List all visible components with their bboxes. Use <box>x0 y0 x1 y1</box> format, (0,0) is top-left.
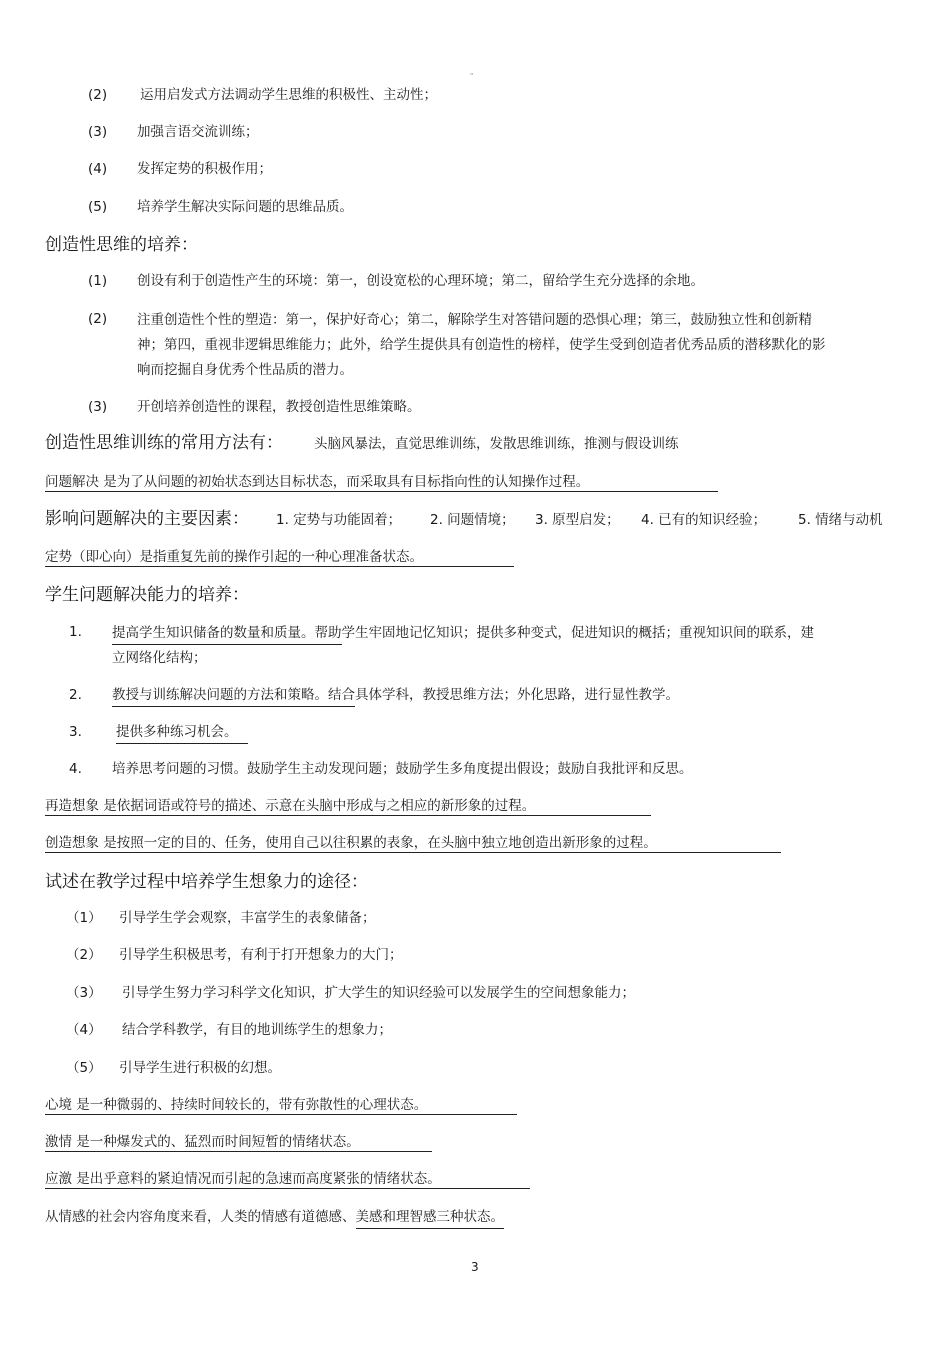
list-text: 加强言语交流训练； <box>137 124 259 140</box>
list-text-rest: 具体学科，教授思维方法；外化思路，进行显性教学。 <box>355 687 679 703</box>
list-number: （4） <box>66 1022 102 1038</box>
reproductive-imagination-definition: 再造想象 是依据词语或符号的描述、示意在头脑中形成与之相应的新形象的过程。 <box>45 798 536 814</box>
factor-item: 2. 问题情境； <box>430 512 515 528</box>
underlined-phrase: 提供多种练习机会。 <box>116 722 248 744</box>
factor-item: 5. 情绪与动机 <box>798 512 883 528</box>
list-text-rest: 学生牢固地记忆知识；提供多种变式，促进知识的概括；重视知识间的联系，建立网络化结构； <box>112 625 814 666</box>
list-number: (5) <box>88 199 108 215</box>
list-text: 引导学生学会观察，丰富学生的表象储备； <box>119 910 376 926</box>
underline-rule <box>45 491 718 492</box>
list-number: 2. <box>69 687 82 703</box>
underline-rule <box>45 1114 517 1115</box>
set-definition: 定势（即心向）是指重复先前的操作引起的一种心理准备状态。 <box>45 549 423 565</box>
list-text: 创设有利于创造性产生的环境：第一，创设宽松的心理环境；第二，留给学生充分选择的余地。 <box>137 273 704 289</box>
underlined-phrase: 提高学生知识储备的数量和质量。帮助 <box>112 623 342 645</box>
page-number: 3 <box>471 1260 479 1274</box>
creative-thinking-heading: 创造性思维的培养： <box>45 235 198 255</box>
list-text <box>112 684 679 707</box>
list-text: 引导学生进行积极的幻想。 <box>119 1060 281 1076</box>
problem-solving-definition: 问题解决 是为了从问题的初始状态到达目标状态，而采取具有目标指向性的认知操作过程。 <box>45 474 590 490</box>
list-number: （5） <box>66 1060 102 1076</box>
methods-text: 头脑风暴法，直觉思维训练，发散思维训练，推测与假设训练 <box>314 436 679 452</box>
methods-heading: 创造性思维训练的常用方法有： <box>45 433 283 453</box>
underline-rule <box>45 1151 432 1152</box>
passion-definition: 激情 是一种爆发式的、猛烈而时间短暂的情绪状态。 <box>45 1134 360 1150</box>
list-number: （2） <box>66 947 102 963</box>
list-number: (2) <box>88 311 108 327</box>
list-text: 开创培养创造性的课程，教授创造性思维策略。 <box>137 399 421 415</box>
underline-rule <box>45 815 651 816</box>
underlined-phrase: 教授与训练解决问题的方法和策略。结合 <box>112 685 355 707</box>
factors-heading: 影响问题解决的主要因素： <box>45 509 249 529</box>
ability-heading: 学生问题解决能力的培养： <box>45 585 249 605</box>
list-text <box>116 721 248 744</box>
social-emotion-line <box>45 1206 504 1229</box>
factor-item: 1. 定势与功能固着； <box>276 512 402 528</box>
stress-definition: 应激 是出乎意料的紧迫情况而引起的急速而高度紧张的情绪状态。 <box>45 1171 441 1187</box>
page-mark: " <box>470 72 474 80</box>
underlined-phrase: 美感和理智感三种状态。 <box>356 1207 505 1229</box>
factor-item: 4. 已有的知识经验； <box>641 512 767 528</box>
list-text: 培养学生解决实际问题的思维品质。 <box>137 199 353 215</box>
list-text: 运用启发式方法调动学生思维的积极性、主动性； <box>140 87 437 103</box>
list-text: 注重创造性个性的塑造：第一，保护好奇心；第二，解除学生对答错问题的恐惧心理；第三，鼓励独立性和创新精神；第四，重视非逻辑思维能力；此外，给学生提供具有创造性的榜样，使学生受到创造者优秀品质的潜移默化的影响而挖掘自身优秀个性品质的潜力。 <box>137 312 826 378</box>
creative-imagination-definition: 创造想象 是按照一定的目的、任务，使用自己以往积累的表象，在头脑中独立地创造出新形象的过程。 <box>45 835 657 851</box>
list-number: (3) <box>88 124 108 140</box>
underline-rule <box>45 1188 530 1189</box>
list-text: 发挥定势的积极作用； <box>137 161 272 177</box>
list-number: (1) <box>88 273 108 289</box>
list-text <box>112 621 822 671</box>
list-number: (4) <box>88 161 108 177</box>
list-number: (3) <box>88 399 108 415</box>
mood-definition: 心境 是一种微弱的、持续时间较长的，带有弥散性的心理状态。 <box>45 1097 428 1113</box>
list-text: 结合学科教学，有目的地训练学生的想象力； <box>122 1022 392 1038</box>
list-number: （3） <box>66 985 102 1001</box>
list-number: (2) <box>88 87 108 103</box>
imagination-heading: 试述在教学过程中培养学生想象力的途径： <box>45 872 368 892</box>
list-number: 1. <box>69 624 82 640</box>
underline-rule <box>45 852 781 853</box>
list-number: 4. <box>69 761 82 777</box>
list-text: 引导学生积极思考，有利于打开想象力的大门； <box>119 947 403 963</box>
factor-item: 3. 原型启发； <box>535 512 620 528</box>
list-number: 3. <box>69 724 82 740</box>
underline-rule <box>45 566 514 567</box>
social-emotion-text: 从情感的社会内容角度来看，人类的情感有道德感、 <box>45 1209 356 1225</box>
list-text: 培养思考问题的习惯。鼓励学生主动发现问题；鼓励学生多角度提出假设；鼓励自我批评和反思。 <box>112 761 693 777</box>
list-text: 引导学生努力学习科学文化知识，扩大学生的知识经验可以发展学生的空间想象能力； <box>122 985 635 1001</box>
list-number: （1） <box>66 910 102 926</box>
